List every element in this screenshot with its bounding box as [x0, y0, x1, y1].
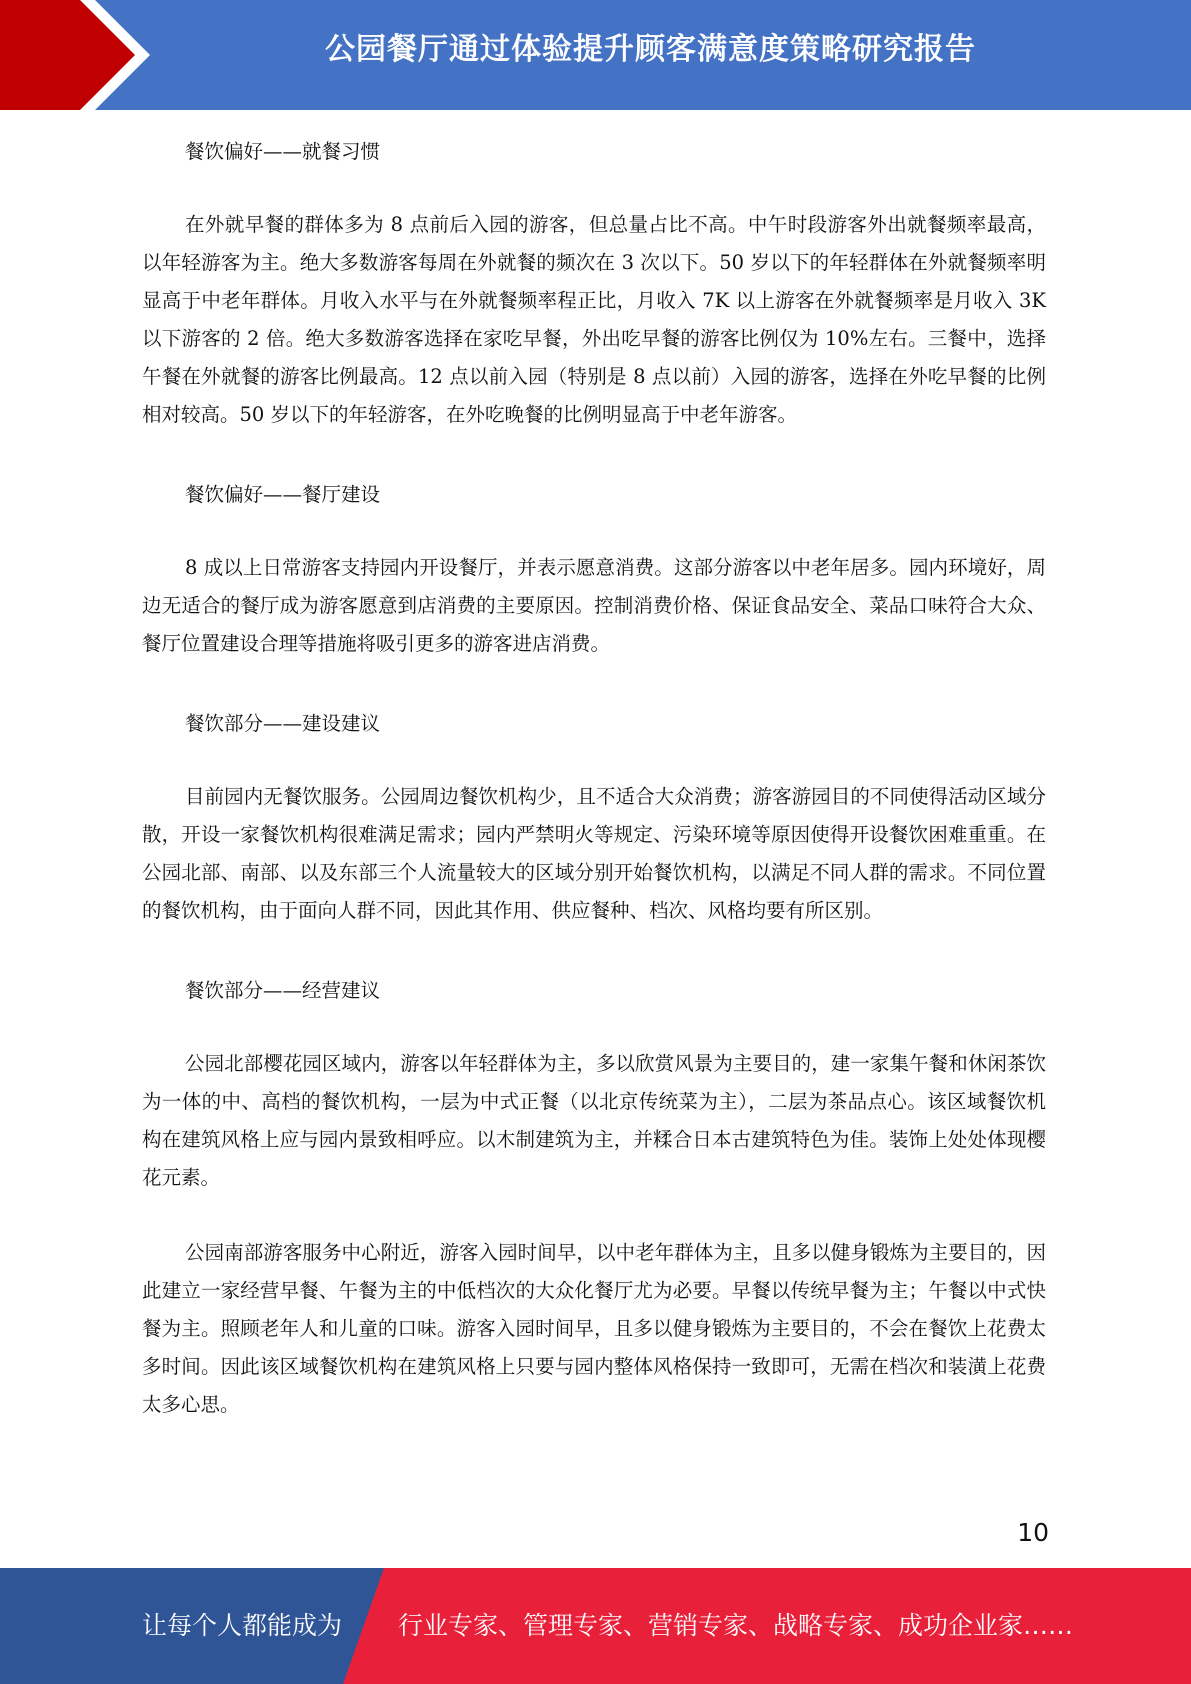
section-paragraph: 8 成以上日常游客支持园内开设餐厅，并表示愿意消费。这部分游客以中老年居多。园内环境好，周边无适合的餐厅成为游客愿意到店消费的主要原因。控制消费价格、保证食品安全、菜品口味符合大众、餐厅位置建设合理等措施将吸引更多的游客进店消费。 [142, 556, 1046, 655]
section-heading: 餐饮偏好——餐厅建设 [185, 483, 381, 506]
page-number: 10 [1017, 1518, 1049, 1547]
section-paragraph: 在外就早餐的群体多为 8 点前后入园的游客，但总量占比不高。中午时段游客外出就餐频率最高，以年轻游客为主。绝大多数游客每周在外就餐的频次在 3 次以下。50 岁以下的年轻群体在外就餐频率明显高于中老年群体。月收入水平与在外就餐频率程正比，月收入 7K 以上游客在外就餐频率是月收入 3K 以下游客的 2 倍。绝大多数游客选择在家吃早餐，外出吃早餐的游客比例仅为 10%左右。三餐中，选择午餐在外就餐的游客比例最高。12 点以前入园（特别是 8 点以前）入园的游客，选择在外吃早餐的比例相对较高。50 岁以下的年轻游客，在外吃晚餐的比例明显高于中老年游客。 [142, 213, 1046, 426]
section-paragraph: 目前园内无餐饮服务。公园周边餐饮机构少，且不适合大众消费；游客游园目的不同使得活动区域分散，开设一家餐饮机构很难满足需求；园内严禁明火等规定、污染环境等原因使得开设餐饮困难重重。在公园北部、南部、以及东部三个人流量较大的区域分别开始餐饮机构，以满足不同人群的需求。不同位置的餐饮机构，由于面向人群不同，因此其作用、供应餐种、档次、风格均要有所区别。 [142, 785, 1046, 922]
page-header [0, 0, 1191, 110]
footer-slogan-left: 让每个人都能成为 [142, 1611, 343, 1640]
section-heading: 餐饮部分——建设建议 [185, 712, 381, 735]
report-title: 公园餐厅通过体验提升顾客满意度策略研究报告 [325, 32, 976, 67]
section-paragraph: 公园北部樱花园区域内，游客以年轻群体为主，多以欣赏风景为主要目的，建一家集午餐和休闲茶饮为一体的中、高档的餐饮机构，一层为中式正餐（以北京传统菜为主），二层为茶品点心。该区域餐饮机构在建筑风格上应与园内景致相呼应。以木制建筑为主，并糅合日本古建筑特色为佳。装饰上处处体现樱花元素。 [142, 1052, 1046, 1189]
report-body [142, 128, 1046, 1424]
section-heading: 餐饮偏好——就餐习惯 [185, 140, 381, 163]
page-footer [0, 1568, 1191, 1684]
section-paragraph: 公园南部游客服务中心附近，游客入园时间早，以中老年群体为主，且多以健身锻炼为主要目的，因此建立一家经营早餐、午餐为主的中低档次的大众化餐厅尤为必要。早餐以传统早餐为主；午餐以中式快餐为主。照顾老年人和儿童的口味。游客入园时间早，且多以健身锻炼为主要目的，不会在餐饮上花费太多时间。因此该区域餐饮机构在建筑风格上只要与园内整体风格保持一致即可，无需在档次和装潢上花费太多心思。 [142, 1241, 1046, 1416]
section-heading: 餐饮部分——经营建议 [185, 979, 381, 1002]
footer-slogan-right: 行业专家、管理专家、营销专家、战略专家、成功企业家…… [398, 1611, 1074, 1640]
